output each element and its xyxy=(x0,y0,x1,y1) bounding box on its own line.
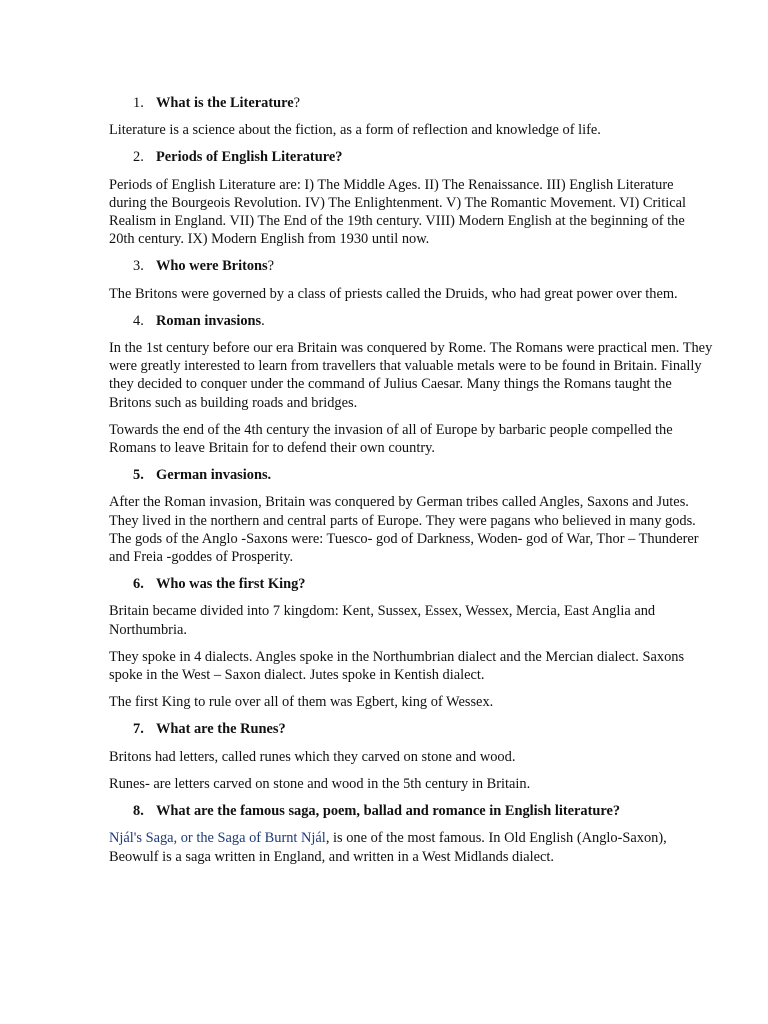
paragraph: Towards the end of the 4th century the invasion of all of Europe by barbaric people compelled the Romans to leave Britain for to defend their own country. xyxy=(109,421,673,457)
paragraph: Periods of English Literature are: I) The Middle Ages. II) The Renaissance. III) English Literature during the Bourgeois Revolution. IV) The Enlightenment. V) The Romantic Movement. VI) Critical Realism in England. VII) The End of the 19th century. VIII) Modern English at the beginning of the 20th century. IX) Modern English from 1930 until now. xyxy=(109,176,687,248)
heading-number: 8. xyxy=(133,803,144,820)
final-paragraph xyxy=(109,829,713,865)
heading-text: Periods of English Literature? xyxy=(156,149,343,166)
heading-7 xyxy=(109,720,713,738)
paragraph: After the Roman invasion, Britain was conquered by German tribes called Angles, Saxons and Jutes. They lived in the northern and central parts of Europe. They were pagans who believed in many gods. The gods of the Anglo -Saxons were: Tuesco- god of Darkness, Woden- god of War, Thor – Thunderer and Freia -goddes of Prosperity. xyxy=(109,494,699,566)
heading-6 xyxy=(109,575,713,593)
heading-3 xyxy=(109,257,713,275)
heading-text: German invasions. xyxy=(156,467,272,484)
heading-number: 4. xyxy=(133,312,144,329)
heading-number: 7. xyxy=(133,721,144,738)
heading-text: What is the Literature xyxy=(156,95,294,111)
heading-tail: ? xyxy=(293,95,301,111)
heading-4 xyxy=(109,312,713,330)
heading-text: Roman invasions xyxy=(156,312,262,329)
document-body xyxy=(109,94,713,875)
paragraph: They spoke in 4 dialects. Angles spoke in the Northumbrian dialect and the Mercian dialect. Saxons spoke in the West – Saxon dialect. Jutes spoke in Kentish dialect. xyxy=(109,648,685,684)
heading-number: 2. xyxy=(133,149,144,166)
heading-number: 3. xyxy=(133,258,144,275)
heading-tail: . xyxy=(261,312,265,329)
paragraph: Britain became divided into 7 kingdom: Kent, Sussex, Essex, Wessex, Mercia, East Anglia and Northumbria. xyxy=(109,603,656,638)
heading-1 xyxy=(109,94,713,112)
paragraph: The first King to rule over all of them was Egbert, king of Wessex. xyxy=(109,694,494,711)
heading-text: What are the Runes? xyxy=(156,721,286,738)
heading-5 xyxy=(109,466,713,484)
final-paragraph-text: , is one of the most famous. In Old English (Anglo-Saxon), Beowulf is a saga written in England, and written in a West Midlands dialect. xyxy=(109,830,667,865)
heading-tail: ? xyxy=(267,258,275,275)
heading-number: 6. xyxy=(133,576,144,593)
heading-8 xyxy=(109,802,713,820)
heading-text: What are the famous saga, poem, ballad and romance in English literature? xyxy=(156,803,621,820)
paragraph: Britons had letters, called runes which they carved on stone and wood. xyxy=(109,748,516,765)
heading-number: 5. xyxy=(133,467,144,484)
heading-number: 1. xyxy=(133,95,144,111)
paragraph: Literature is a science about the fiction, as a form of reflection and knowledge of life. xyxy=(109,122,601,139)
heading-2 xyxy=(109,148,713,166)
paragraph: The Britons were governed by a class of priests called the Druids, who had great power over them. xyxy=(109,285,678,302)
heading-text: Who was the first King? xyxy=(156,576,306,593)
paragraph: In the 1st century before our era Britain was conquered by Rome. The Romans were practical men. They were greatly interested to learn from travellers that valuable metals were to be found in Britain. Finally they decided to conquer under the command of Julius Caesar. Many things the Romans taught the Britons such as building roads and bridges. xyxy=(109,340,713,411)
heading-text: Who were Britons xyxy=(156,258,268,275)
paragraph: Runes- are letters carved on stone and wood in the 5th century in Britain. xyxy=(109,775,531,792)
saga-link[interactable]: Njál's Saga, or the Saga of Burnt Njál xyxy=(109,830,326,847)
